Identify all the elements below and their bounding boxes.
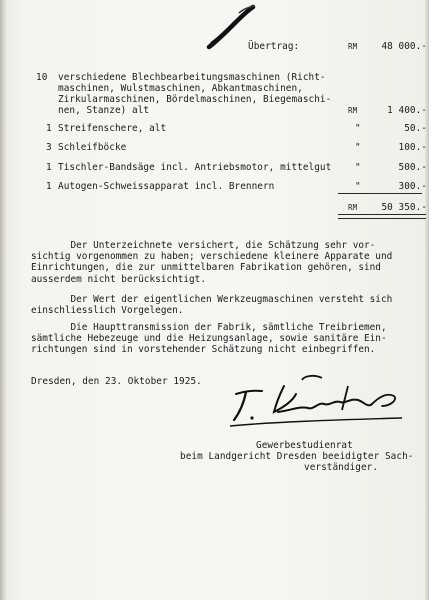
handwritten-signature (222, 372, 408, 432)
item-desc-line: Autogen-Schweissapparat incl. Brennern (58, 181, 275, 192)
item-qty: 3 (46, 142, 52, 153)
item-desc-line: maschinen, Wulstmaschinen, Abkantmaschinen, (58, 83, 303, 94)
item-ditto: " (355, 162, 361, 173)
item-desc-line: verschiedene Blechbearbeitungsmaschinen (Richt- (58, 72, 326, 83)
signer-title: Gewerbestudienrat (256, 440, 353, 451)
total-double-underline (338, 214, 426, 219)
item-qty: 1 (46, 162, 52, 173)
total-amount: 50 350.- (381, 202, 427, 213)
item-currency: RM (348, 106, 358, 115)
item-ditto: " (355, 142, 361, 153)
carry-currency: RM (348, 42, 358, 51)
scan-edge-left (0, 0, 6, 600)
item-amount: 1 400.- (387, 105, 427, 116)
item-desc-line: Tischler-Bandsäge incl. Antriebsmotor, mittelgut (58, 162, 332, 173)
item-qty: 1 (46, 181, 52, 192)
item-ditto: " (355, 123, 361, 134)
item-desc-line: nen, Stanze) alt (58, 105, 150, 116)
item-desc-line: Zirkularmaschinen, Bördelmaschinen, Biegemaschi- (58, 94, 332, 105)
item-qty: 10 (36, 72, 48, 83)
item-amount: 50.- (404, 123, 427, 134)
paragraph-tool-value: Der Wert der eigentlichen Werkzeugmaschinen versteht sich einschliesslich Vorgelegen. (31, 294, 393, 317)
item-desc-line: Schleifböcke (58, 142, 127, 153)
item-amount: 500.- (398, 162, 427, 173)
paragraph-exclusions: Die Haupttransmission der Fabrik, sämtliche Treibriemen, sämtliche Hebezeuge und die Heizungsanlage, sowie sanitäre Ein- richtungen sind in vorstehender Schätzung nicht einbegriffen. (31, 322, 387, 356)
signer-court-line: beim Landgericht Dresden beeidigter Sach- (180, 451, 414, 462)
place-date: Dresden, den 23. Oktober 1925. (31, 376, 202, 387)
carry-amount: 48 000.- (381, 41, 427, 52)
carry-label: Übertrag: (248, 41, 300, 52)
scan-edge-right (425, 0, 429, 600)
total-currency: RM (348, 203, 358, 212)
paragraph-assurance: Der Unterzeichnete versichert, die Schätzung sehr vor- sichtig vorgenommen zu haben; verschiedene kleinere Apparate und Einrichtungen, die zur unmittelbaren Fabrikation gehören, sind ausserdem nicht berücksichtigt. (31, 240, 393, 285)
signer-expert-line: verständiger. (304, 462, 379, 473)
item-desc-line: Streifenschere, alt (58, 123, 167, 134)
sum-underline (338, 193, 422, 194)
item-ditto: " (355, 181, 361, 192)
item-amount: 100.- (398, 142, 427, 153)
item-qty: 1 (46, 123, 52, 134)
item-amount: 300.- (398, 181, 427, 192)
